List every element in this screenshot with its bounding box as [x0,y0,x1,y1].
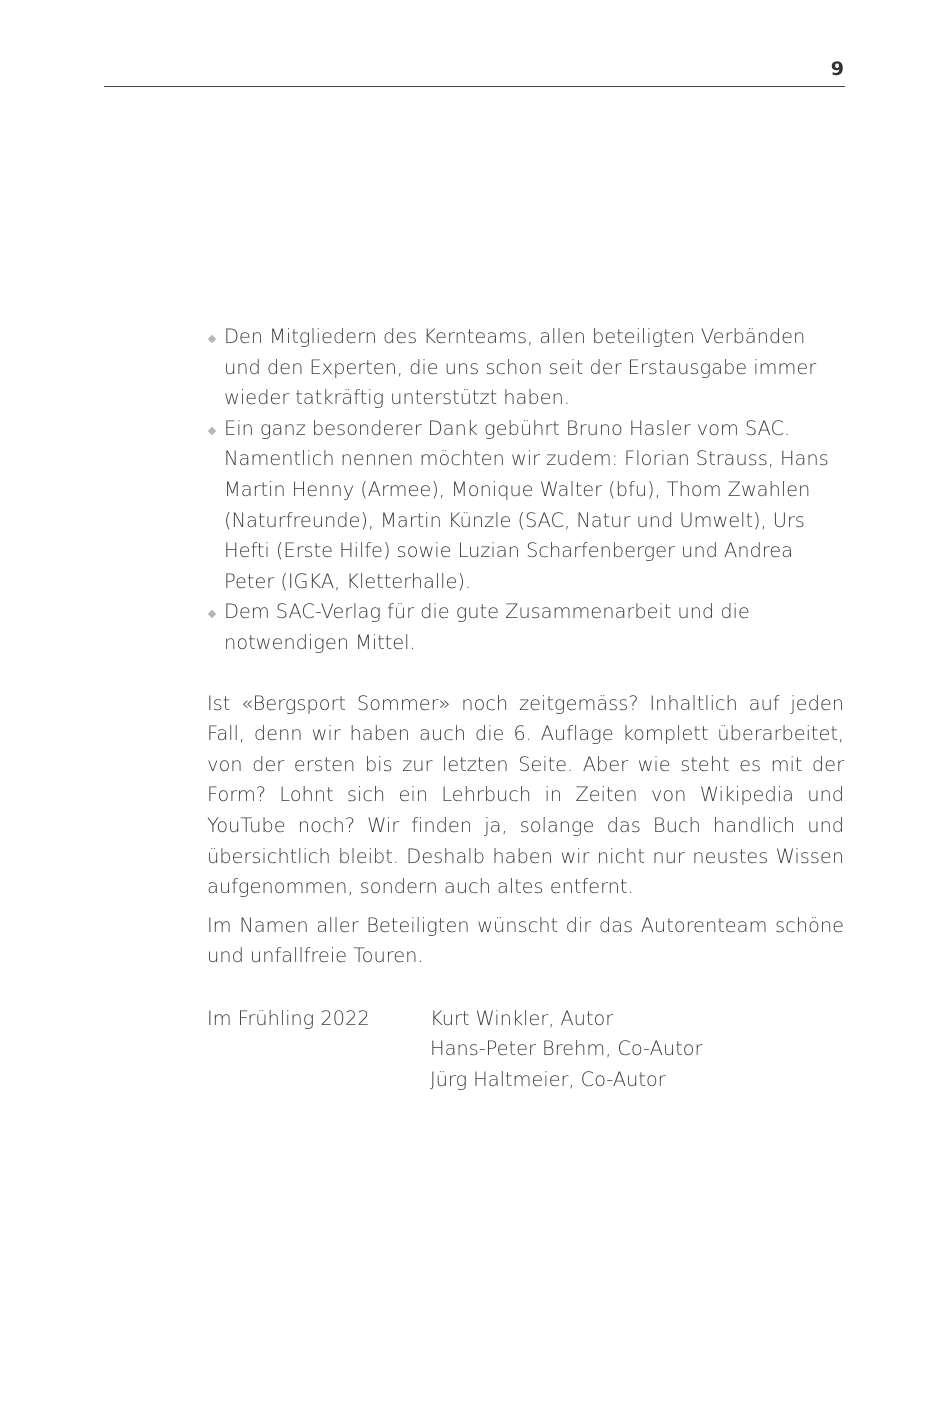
author-line: Hans-Peter Brehm, Co-Autor [430,1037,703,1061]
list-item [207,414,844,598]
page-number: 9 [830,58,844,80]
signature-block [207,1004,844,1096]
body-paragraph: Im Namen aller Beteiligten wünscht dir das Autorenteam schöne und unfallfreie Touren. [207,913,844,968]
bullet-diamond-icon [208,335,216,343]
bullet-diamond-icon [208,427,216,435]
signature-authors [430,1004,702,1096]
list-item [207,322,844,414]
list-item-text: Den Mitgliedern des Kernteams, allen beteiligten Verbänden und den Experten, die uns schon seit der Erstausgabe immer wieder tatkräftig unterstützt haben. [224,325,817,410]
signature-date: Im Frühling 2022 [207,1006,370,1030]
list-item-text: Dem SAC-Verlag für die gute Zusammenarbeit und die notwendigen Mittel. [224,600,750,654]
list-item [207,597,844,658]
author-line: Kurt Winkler, Autor [430,1006,614,1030]
page-content [207,322,844,1096]
body-paragraph: Ist «Bergsport Sommer» noch zeitgemäss? Inhaltlich auf jeden Fall, denn wir haben auch die 6. Auflage komplett überarbeitet, von der ersten bis zur letzten Seite. Aber wie steht es mit der Form? Lohnt sich ein Lehrbuch in Zeiten von Wikipedia und YouTube noch? Wir finden ja, solange das Buch handlich und übersichtlich bleibt. Deshalb haben wir nicht nur neustes Wissen aufgenommen, sondern auch altes entfernt. [207,691,844,899]
list-item-text: Ein ganz besonderer Dank gebührt Bruno Hasler vom SAC. Namentlich nennen möchten wir zudem: Florian Strauss, Hans Martin Henny (Armee), Monique Walter (bfu), Thom Zwahlen (Naturfreunde), Martin Künzle (SAC, Natur und Umwelt), Urs Hefti (Erste Hilfe) sowie Luzian Scharfenberger und Andrea Peter (IGKA, Kletterhalle). [224,416,829,593]
header-rule [104,86,845,87]
author-line: Jürg Haltmeier, Co-Autor [430,1068,666,1092]
bullet-diamond-icon [208,610,216,618]
thanks-list [207,322,844,659]
